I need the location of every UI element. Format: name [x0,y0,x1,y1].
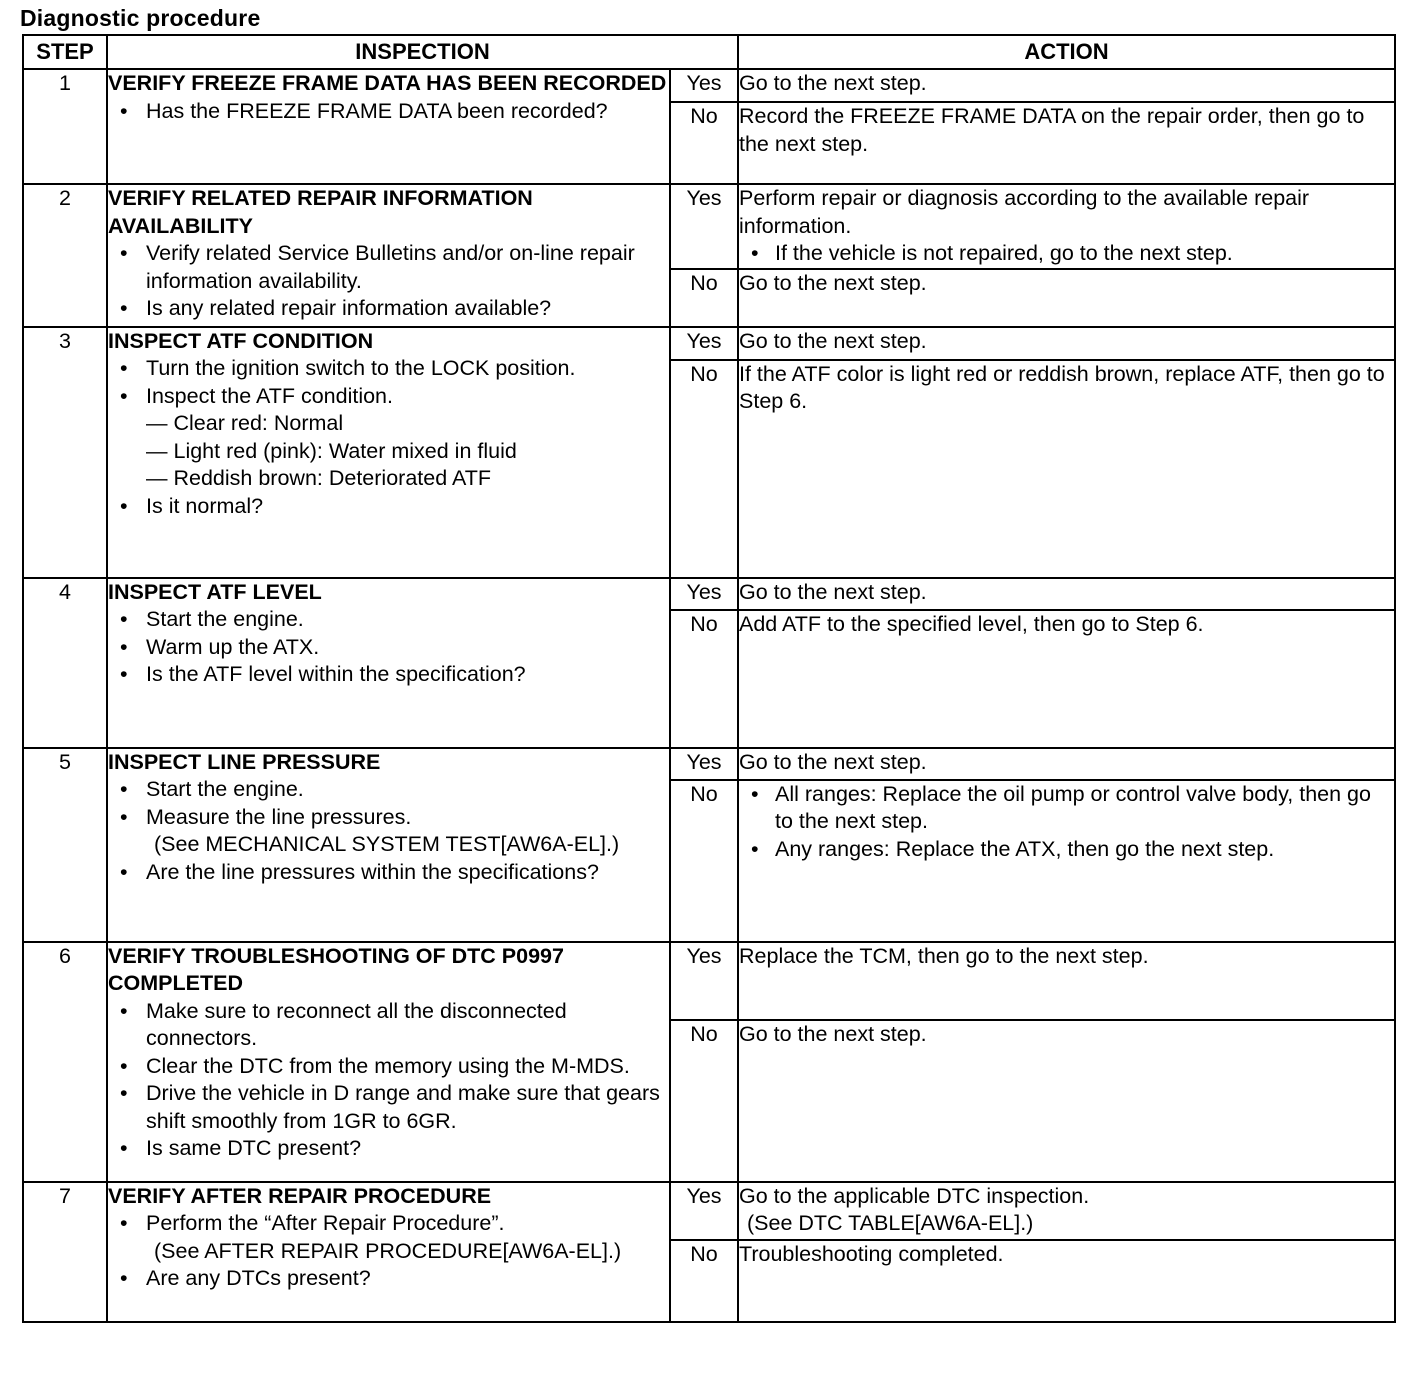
no-action: Add ATF to the specified level, then go to Step 6. [738,610,1395,748]
reference-link[interactable]: (See AFTER REPAIR PROCEDURE[AW6A-EL].) [154,1238,622,1263]
header-action: ACTION [738,35,1395,69]
yes-label: Yes [670,748,738,780]
atf-condition-list [146,410,669,493]
inspection-item-text: Inspect the ATF condition. [146,383,393,408]
no-action: Go to the next step. [738,269,1395,327]
inspection-item [108,383,669,493]
no-label: No [670,360,738,578]
step-7-yes-row [23,1182,1395,1240]
inspection-item-text: Perform the “After Repair Procedure”. [146,1211,505,1235]
step-1-yes-row [23,69,1395,102]
condition-item: — Clear red: Normal [146,410,669,438]
inspection-item: • Start the engine. [108,606,669,634]
inspection-item: • Make sure to reconnect all the disconnected connectors. [108,998,669,1053]
yes-label: Yes [670,69,738,102]
inspection-item: • Turn the ignition switch to the LOCK position. [108,355,669,383]
diagnostic-procedure-table [22,34,1396,1323]
inspection-item: • Warm up the ATX. [108,634,669,662]
condition-item: — Reddish brown: Deteriorated ATF [146,465,669,493]
step-number: 3 [23,327,107,578]
inspection-item: • Clear the DTC from the memory using the M-MDS. [108,1053,669,1081]
step-title: VERIFY FREEZE FRAME DATA HAS BEEN RECORDED [108,71,667,95]
step-number: 6 [23,942,107,1182]
yes-label: Yes [670,184,738,269]
no-action-cell [738,780,1395,942]
inspection-item: • Has the FREEZE FRAME DATA been recorded? [108,98,669,126]
yes-label: Yes [670,942,738,1020]
inspection-item: • Are the line pressures within the specifications? [108,859,669,887]
step-title: INSPECT ATF LEVEL [108,579,322,604]
yes-action: Perform repair or diagnosis according to the available repair information. [739,186,1310,238]
step-number: 1 [23,69,107,184]
yes-label: Yes [670,578,738,610]
step-7-inspection [107,1182,670,1322]
inspection-item: • Verify related Service Bulletins and/or on-line repair information availability. [108,240,669,295]
no-label: No [670,269,738,327]
step-4-yes-row [23,578,1395,610]
step-number: 4 [23,578,107,748]
inspection-item: • Start the engine. [108,776,669,804]
no-action: Go to the next step. [738,1020,1395,1182]
no-action: If the ATF color is light red or reddish brown, replace ATF, then go to Step 6. [738,360,1395,578]
step-5-yes-row [23,748,1395,780]
step-number: 2 [23,184,107,327]
inspection-item-text: Measure the line pressures. [146,804,412,829]
action-item: • If the vehicle is not repaired, go to the next step. [739,240,1394,268]
reference-link[interactable]: (See MECHANICAL SYSTEM TEST[AW6A-EL].) [154,832,620,856]
yes-action: Replace the TCM, then go to the next step. [738,942,1395,1020]
step-5-inspection [107,748,670,942]
step-number: 5 [23,748,107,942]
action-item: • All ranges: Replace the oil pump or control valve body, then go to the next step. [739,781,1394,836]
step-3-inspection [107,327,670,578]
step-title: INSPECT LINE PRESSURE [108,749,381,774]
header-step: STEP [23,35,107,69]
reference-link[interactable]: (See DTC TABLE[AW6A-EL].) [747,1211,1034,1235]
no-label: No [670,102,738,184]
no-label: No [670,1240,738,1322]
step-number: 7 [23,1182,107,1322]
action-item: • Any ranges: Replace the ATX, then go the next step. [739,836,1394,864]
step-4-inspection [107,578,670,748]
inspection-item: • Is it normal? [108,493,669,521]
yes-action: Go to the next step. [738,69,1395,102]
no-label: No [670,1020,738,1182]
inspection-item: • Drive the vehicle in D range and make sure that gears shift smoothly from 1GR to 6GR. [108,1080,669,1135]
no-label: No [670,780,738,942]
inspection-item [108,1210,669,1265]
no-action: Troubleshooting completed. [738,1240,1395,1322]
no-action: Record the FREEZE FRAME DATA on the repair order, then go to the next step. [738,102,1395,184]
inspection-item: • Are any DTCs present? [108,1265,669,1293]
yes-action: Go to the next step. [738,748,1395,780]
yes-action-cell [738,184,1395,269]
step-title: VERIFY AFTER REPAIR PROCEDURE [108,1183,492,1208]
page-title: Diagnostic procedure [20,5,261,31]
header-row [23,35,1395,69]
step-title: VERIFY RELATED REPAIR INFORMATION AVAILABILITY [108,186,533,238]
step-title: VERIFY TROUBLESHOOTING OF DTC P0997 COMPLETED [108,943,564,995]
yes-action: Go to the next step. [738,327,1395,360]
inspection-item: • Is any related repair information available? [108,295,669,323]
step-6-yes-row [23,942,1395,1020]
step-2-yes-row [23,184,1395,269]
condition-item: — Light red (pink): Water mixed in fluid [146,438,669,466]
inspection-item [108,804,669,859]
step-3-yes-row [23,327,1395,360]
step-title: INSPECT ATF CONDITION [108,328,374,353]
step-2-inspection [107,184,670,327]
step-1-inspection [107,69,670,184]
step-6-inspection [107,942,670,1182]
yes-label: Yes [670,1182,738,1240]
yes-action: Go to the next step. [738,578,1395,610]
inspection-item: • Is the ATF level within the specification? [108,661,669,689]
inspection-item: • Is same DTC present? [108,1135,669,1163]
yes-action: Go to the applicable DTC inspection. [739,1183,1090,1208]
header-inspection: INSPECTION [107,35,738,69]
no-label: No [670,610,738,748]
yes-action-cell [738,1182,1395,1240]
yes-label: Yes [670,327,738,360]
